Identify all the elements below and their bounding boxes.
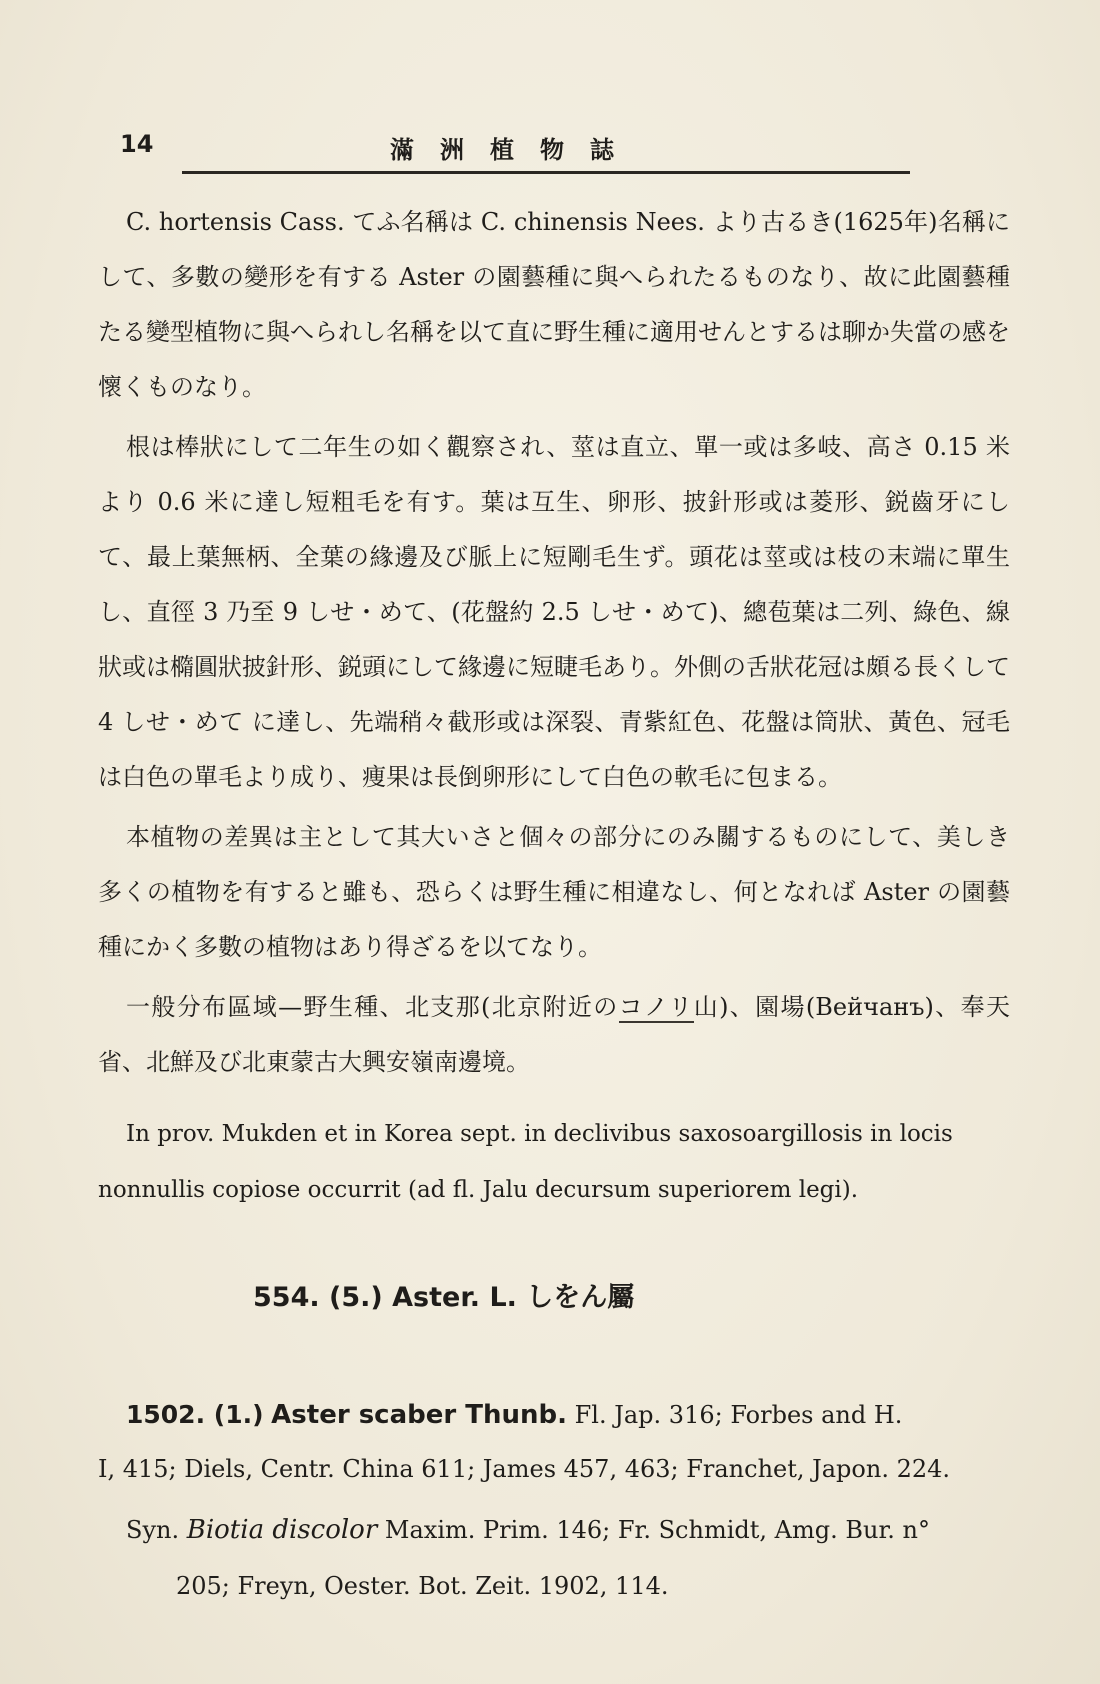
running-title: 滿洲植物誌: [390, 135, 640, 164]
latin-habitat-paragraph: In prov. Mukden et in Korea sept. in declivibus saxosoargillosis in locis nonnullis copiose occurrit (ad fl. Jalu decursum superiorem legi).: [98, 1121, 953, 1203]
species-heading-line: [98, 1388, 1010, 1442]
header-rule: [182, 171, 910, 174]
synonym-reference-2: 205; Freyn, Oester. Bot. Zeit. 1902, 114.: [176, 1572, 669, 1600]
species-reference-2: I, 415; Diels, Centr. China 611; James 457, 463; Franchet, Japon. 224.: [98, 1455, 951, 1483]
paragraph-description: 根は棒狀にして二年生の如く觀察され、莖は直立、單一或は多岐、高さ 0.15 米より 0.6 米に達し短粗毛を有す。葉は互生、卵形、披針形或は菱形、鋭齒牙にして、最上葉無柄、全葉の緣邊及び脈上に短剛毛生ず。頭花は莖或は枝の末端に單生し、直徑 3 乃至 9 しせ・めて、(花盤約 2.5 しせ・めて)、總苞葉は二列、綠色、線狀或は橢圓狀披針形、鋭頭にして緣邊に短睫毛あり。外側の舌狀花冠は頗る長くして 4 しせ・めて に達し、先端稍々截形或は深裂、青紫紅色、花盤は筒狀、黃色、冠毛は白色の單毛より成り、痩果は長倒卵形にして白色の軟毛に包まる。: [98, 433, 1010, 791]
distribution-text-after: 山)、園場(Вейчанъ)、奉天省、北鮮及び北東蒙古大興安嶺南邊境。: [98, 993, 1010, 1076]
synonym-prefix: Syn.: [126, 1516, 180, 1544]
page-header: [120, 130, 910, 170]
paragraph-nomenclature: C. hortensis Cass. てふ名稱は C. chinensis Nees. より古るき(1625年)名稱にして、多數の變形を有する Aster の園藝種に與へられたるものなり、故に此園藝種たる變型植物に與へられし名稱を以て直に野生種に適用せんとするは聊か失當の感を懷くものなり。: [98, 208, 1010, 401]
species-number: 1502. (1.): [126, 1400, 264, 1429]
genus-heading: 554. (5.) Aster. L. しをん屬: [253, 1282, 635, 1313]
page-number: 14: [120, 130, 154, 158]
species-name: Aster scaber Thunb.: [271, 1400, 568, 1430]
synonym-line: [98, 1502, 1010, 1558]
species-entry: [98, 1388, 1010, 1614]
species-reference-1: Fl. Jap. 316; Forbes and H.: [574, 1401, 903, 1429]
synonym-name: Biotia discolor: [186, 1515, 378, 1545]
paragraph-remarks: 本植物の差異は主として其大いさと個々の部分にのみ關するものにして、美しき多くの植物を有すると雖も、恐らくは野生種に相違なし、何となれば Aster の園藝種にかく多數の植物はあり得ざるを以てなり。: [98, 823, 1010, 961]
synonym-reference-1: Maxim. Prim. 146; Fr. Schmidt, Amg. Bur. n°: [384, 1516, 930, 1544]
body-text: [98, 195, 1010, 1614]
distribution-text-before: 一般分布區域—野生種、北支那(北京附近の: [126, 993, 619, 1021]
distribution-underlined-place: コノリ: [618, 993, 694, 1021]
paragraph-distribution: [98, 980, 1010, 1090]
